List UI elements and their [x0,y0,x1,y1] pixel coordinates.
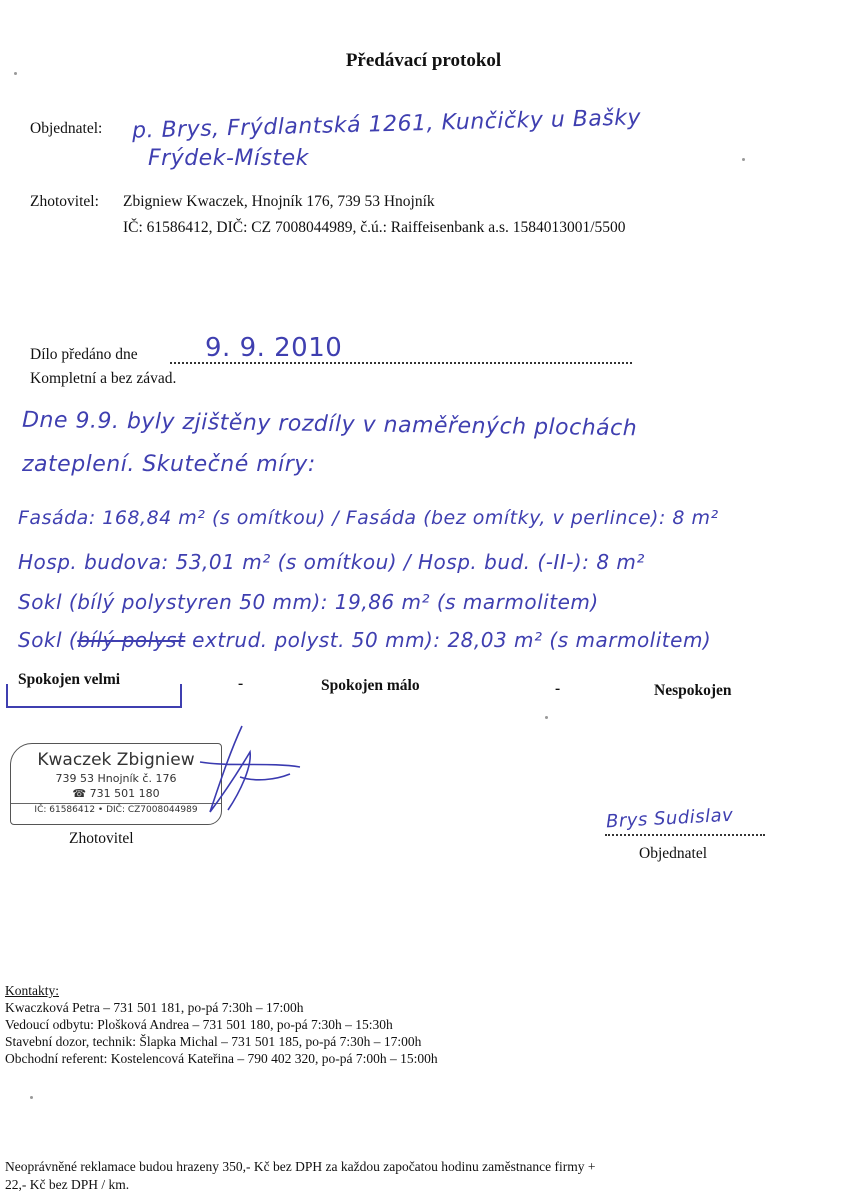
handover-label: Dílo předáno dne [30,346,138,363]
scan-speck [14,72,17,75]
notes-row4-prefix: Sokl ( [18,628,78,652]
contacts-heading: Kontakty: [5,983,59,998]
footer-line-1: Neoprávněné reklamace budou hrazeny 350,- Kč bez DPH za každou započatou hodinu zaměstnance firmy + [5,1159,596,1174]
rating-spokojen-velmi: Spokojen velmi [18,671,121,688]
zhotovitel-label: Zhotovitel: [30,193,99,210]
rating-nespokojen: Nespokojen [654,682,732,699]
zhotovitel-line2: IČ: 61586412, DIČ: CZ 7008044989, č.ú.: Raiffeisenbank a.s. 1584013001/5500 [123,219,626,236]
scan-speck [545,716,548,719]
rating-separator-2: - [555,680,561,697]
objednatel-signature: Brys Sudislav [605,804,734,833]
notes-row-fasada: Fasáda: 168,84 m² (s omítkou) / Fasáda (bez omítky, v perlince): 8 m² [18,507,719,529]
zhotovitel-signature-label: Zhotovitel [69,830,134,847]
objednatel-city-handwritten: Frýdek-Místek [148,146,309,171]
rating-selection-mark [6,684,182,708]
contact-line-3: Stavební dozor, technik: Šlapka Michal – 731 501 185, po-pá 7:30h – 17:00h [5,1034,422,1049]
stamp-name: Kwaczek Zbigniew [37,750,195,770]
objednatel-label: Objednatel: [30,120,103,137]
notes-intro-line1: Dne 9.9. byly zjištěny rozdíly v naměřených plochách [21,407,638,442]
contact-line-4: Obchodní referent: Kostelencová Kateřina – 790 402 320, po-pá 7:00h – 15:00h [5,1051,438,1066]
objednatel-signature-line [605,832,765,836]
stamp-phone: ☎ 731 501 180 [72,787,160,800]
notes-row-sokl-bily: Sokl (bílý polystyren 50 mm): 19,86 m² (s marmolitem) [18,590,599,614]
handover-date-handwritten: 9. 9. 2010 [205,333,343,363]
stamp-address: 739 53 Hnojník č. 176 [55,772,177,785]
footer-line-2: 22,- Kč bez DPH / km. [5,1177,130,1192]
zhotovitel-signature-icon [180,722,310,822]
scan-speck [742,158,745,161]
page-title: Předávací protokol [345,50,502,71]
scan-speck [30,1096,33,1099]
notes-row4-struck: bílý polyst [77,628,186,652]
handover-status: Kompletní a bez závad. [30,370,177,387]
notes-row-hosp-budova: Hosp. budova: 53,01 m² (s omítkou) / Hosp. bud. (-II-): 8 m² [18,550,645,574]
rating-spokojen-malo: Spokojen málo [321,677,420,694]
objednatel-name-handwritten: p. Brys, Frýdlantská 1261, Kunčičky u Bašky [131,105,642,144]
rating-separator-1: - [238,675,244,692]
notes-intro-line2: zateplení. Skutečné míry: [22,452,316,477]
objednatel-signature-label: Objednatel [639,845,708,862]
contact-line-1: Kwaczková Petra – 731 501 181, po-pá 7:30h – 17:00h [5,1000,304,1015]
contact-line-2: Vedoucí odbytu: Plošková Andrea – 731 501 180, po-pá 7:30h – 15:30h [5,1017,393,1032]
zhotovitel-line1: Zbigniew Kwaczek, Hnojník 176, 739 53 Hnojník [123,193,435,210]
notes-row4-rest: extrud. polyst. 50 mm): 28,03 m² (s marmolitem) [185,628,712,652]
notes-row-sokl-extrud [18,628,711,652]
stamp-ids: IČ: 61586412 • DIČ: CZ7008044989 [11,803,221,815]
